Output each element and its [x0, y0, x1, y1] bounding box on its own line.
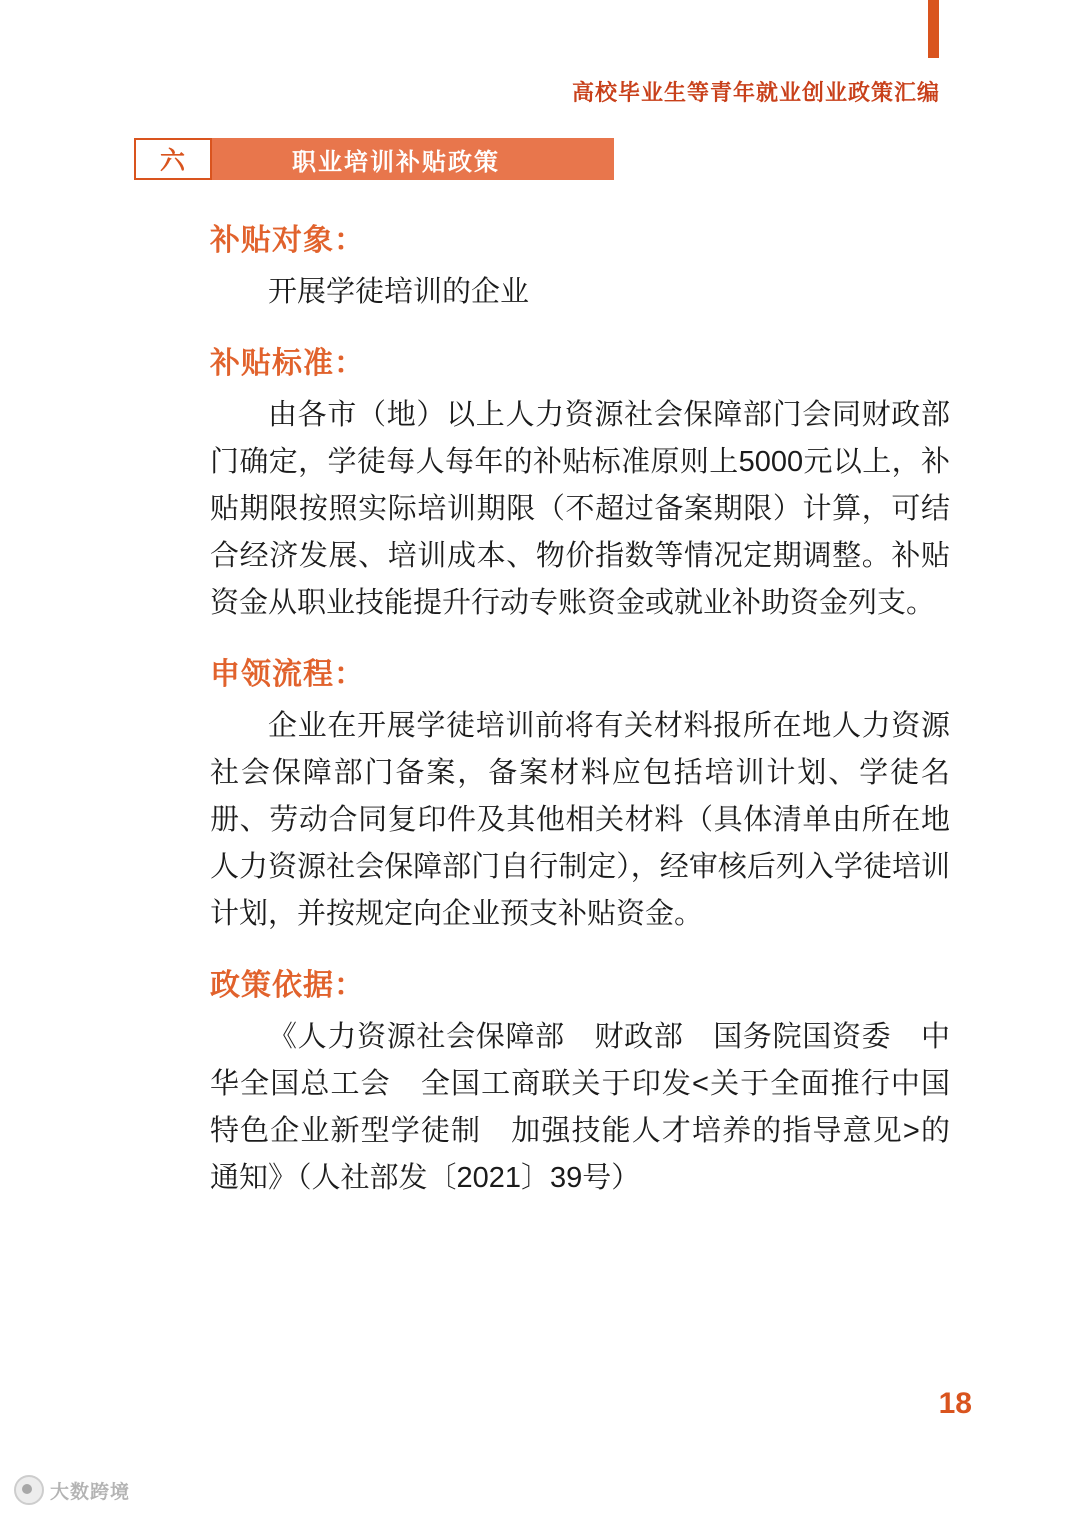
block-label-subsidy-target: 补贴对象： [210, 224, 365, 257]
watermark-logo-icon [14, 1475, 44, 1505]
section-header [134, 138, 614, 180]
watermark-label: 大数跨境 [50, 1481, 131, 1503]
block-text-application-process: 企业在开展学徒培训前将有关材料报所在地人力资源社会保障部门备案，备案材料应包括培训计划、学徒名册、劳动合同复印件及其他相关材料（具体清单由所在地人力资源社会保障部门自行制定），经审核后列入学徒培训计划，并按规定向企业预支补贴资金。 [210, 709, 950, 930]
block-label-subsidy-standard: 补贴标准： [210, 346, 365, 380]
block-text-policy-basis: 《人力资源社会保障部 财政部 国务院国资委 中华全国总工会 全国工商联关于印发<关于全面推行中国特色企业新型学徒制 加强技能人才培养的指导意见>的通知》（人社部发〔2021〕39号） [210, 1020, 950, 1194]
block-label-application-process: 申领流程： [210, 657, 365, 691]
section-title: 职业培训补贴政策 [212, 138, 614, 180]
document-content [134, 205, 954, 1206]
block-text-subsidy-standard: 由各市（地）以上人力资源社会保障部门会同财政部门确定，学徒每人每年的补贴标准原则上5000元以上，补贴期限按照实际培训期限（不超过备案期限）计算，可结合经济发展、培训成本、物价指数等情况定期调整。补贴资金从职业技能提升行动专账资金或就业补助资金列支。 [210, 398, 950, 619]
block-label-policy-basis: 政策依据： [210, 968, 365, 1002]
watermark [14, 1475, 130, 1505]
section-number: 六 [134, 138, 212, 180]
page-number: 18 [938, 1387, 972, 1420]
block-text-subsidy-target: 开展学徒培训的企业 [268, 276, 530, 308]
running-head: 高校毕业生等青年就业创业政策汇编 [571, 80, 940, 105]
header-accent-bar [928, 0, 939, 58]
